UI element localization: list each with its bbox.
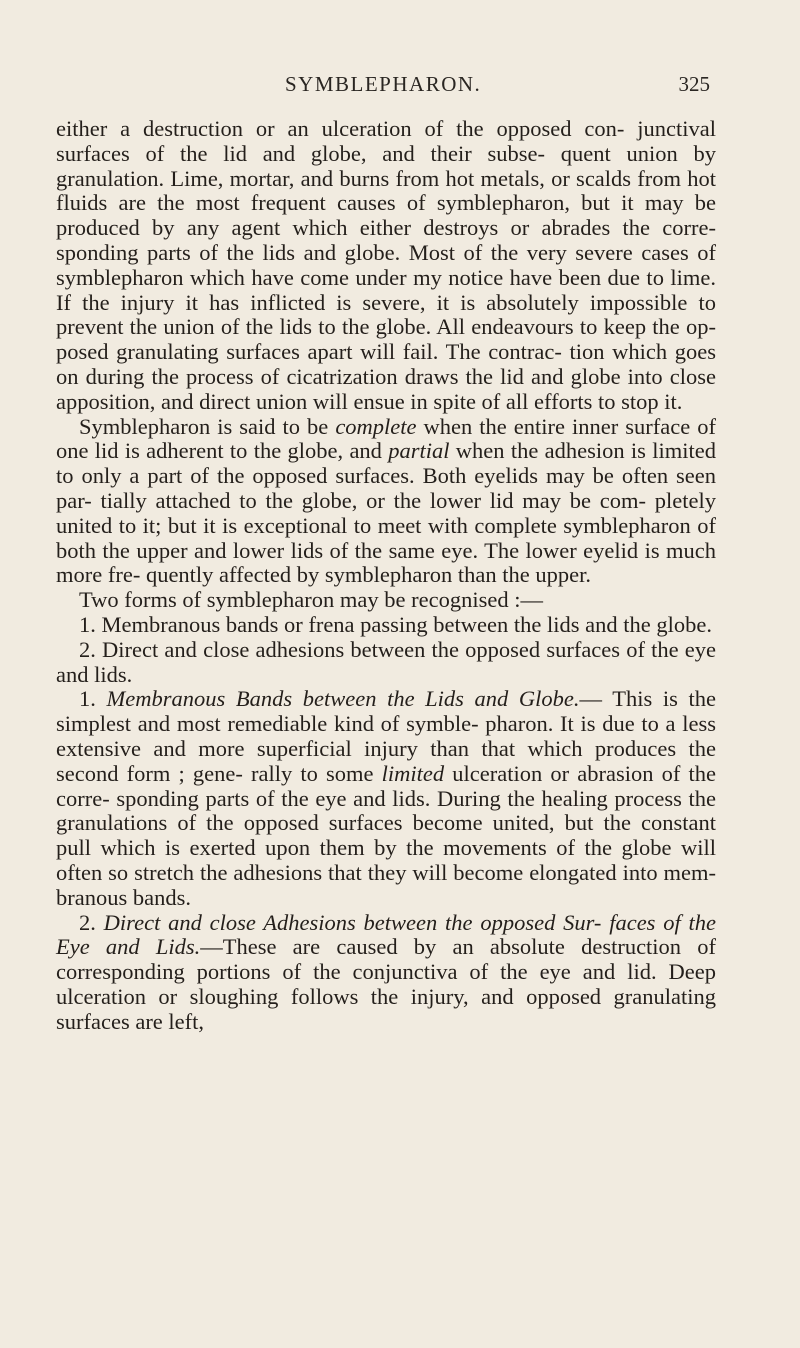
term-partial: partial (388, 438, 450, 464)
section-heading-direct: Direct and close Adhesions between the opposed Sur- faces of the Eye and Lids. (56, 909, 716, 960)
section-heading-membranous: Membranous Bands between the Lids and Globe. (106, 686, 580, 712)
text-run: when the adhesion is limited to only a part of the opposed surfaces. Both eyelids may be often seen par- tially attached to the globe, or the lower lid may be com- pletely united to it; but it is exceptional to meet with complete symblepharon of both the upper and lower lids of the same eye. The lower eyelid is much more fre- quently affected by symblepharon than the upper. (56, 438, 716, 588)
page-header (60, 72, 710, 102)
paragraph-membranous-bands (56, 687, 716, 910)
section-number: 2. (79, 909, 104, 935)
paragraph-complete-partial (56, 415, 716, 589)
list-item-membranous: 1. Membranous bands or frena passing between the lids and the globe. (79, 611, 712, 637)
term-limited: limited (381, 760, 445, 786)
text-run: Symblepharon is said to be (79, 413, 336, 439)
running-title: SYMBLEPHARON. (285, 72, 482, 96)
paragraph-causes: either a destruction or an ulceration of the opposed con- junctival surfaces of the lid and globe, and their subse- quent union by granulation. Lime, mortar, and burns from hot metals, or scalds from hot fluids are the most frequent causes of symblepharon, but it may be produced by any agent which either destroys or abrades the corre- sponding parts of the lids and globe. Most of the very severe cases of symblepharon which have come under my notice have been due to lime. If the injury it has inflicted is severe, it is absolutely impossible to prevent the union of the lids to the globe. All endeavours to keep the op- posed granulating surfaces apart will fail. The contrac- tion which goes on during the process of cicatrization draws the lid and globe into close apposition, and direct union will ensue in spite of all efforts to stop it. (56, 116, 716, 414)
text-run: —These are caused by an absolute destruction of corresponding portions of the conjunctiva of the eye and lid. Deep ulceration or sloughing follows the injury, and opposed granulating surfaces are left, (56, 934, 716, 1034)
page-number: 325 (678, 72, 710, 96)
body-text (56, 117, 716, 1034)
paragraph-two-forms: Two forms of symblepharon may be recognised :— (79, 587, 543, 613)
term-complete: complete (335, 413, 417, 439)
text-run: ulceration or abrasion of the corre- sponding parts of the eye and lids. During the healing process the granulations of the opposed surfaces become united, but the constant pull which is exerted upon them by the movements of the globe will often so stretch the adhesions that they will become elongated into mem- branous bands. (56, 760, 716, 910)
section-number: 1. (79, 686, 107, 712)
text-run: — This is the simplest and most remediable kind of symble- pharon. It is due to a less extensive and more superficial injury than that which produces the second form ; gene- rally to some (56, 686, 716, 786)
paragraph-direct-adhesions (56, 911, 716, 1035)
text-run: when the entire inner surface of one lid is adherent to the globe, and (56, 413, 716, 464)
list-item-direct: 2. Direct and close adhesions between the opposed surfaces of the eye and lids. (56, 636, 716, 687)
